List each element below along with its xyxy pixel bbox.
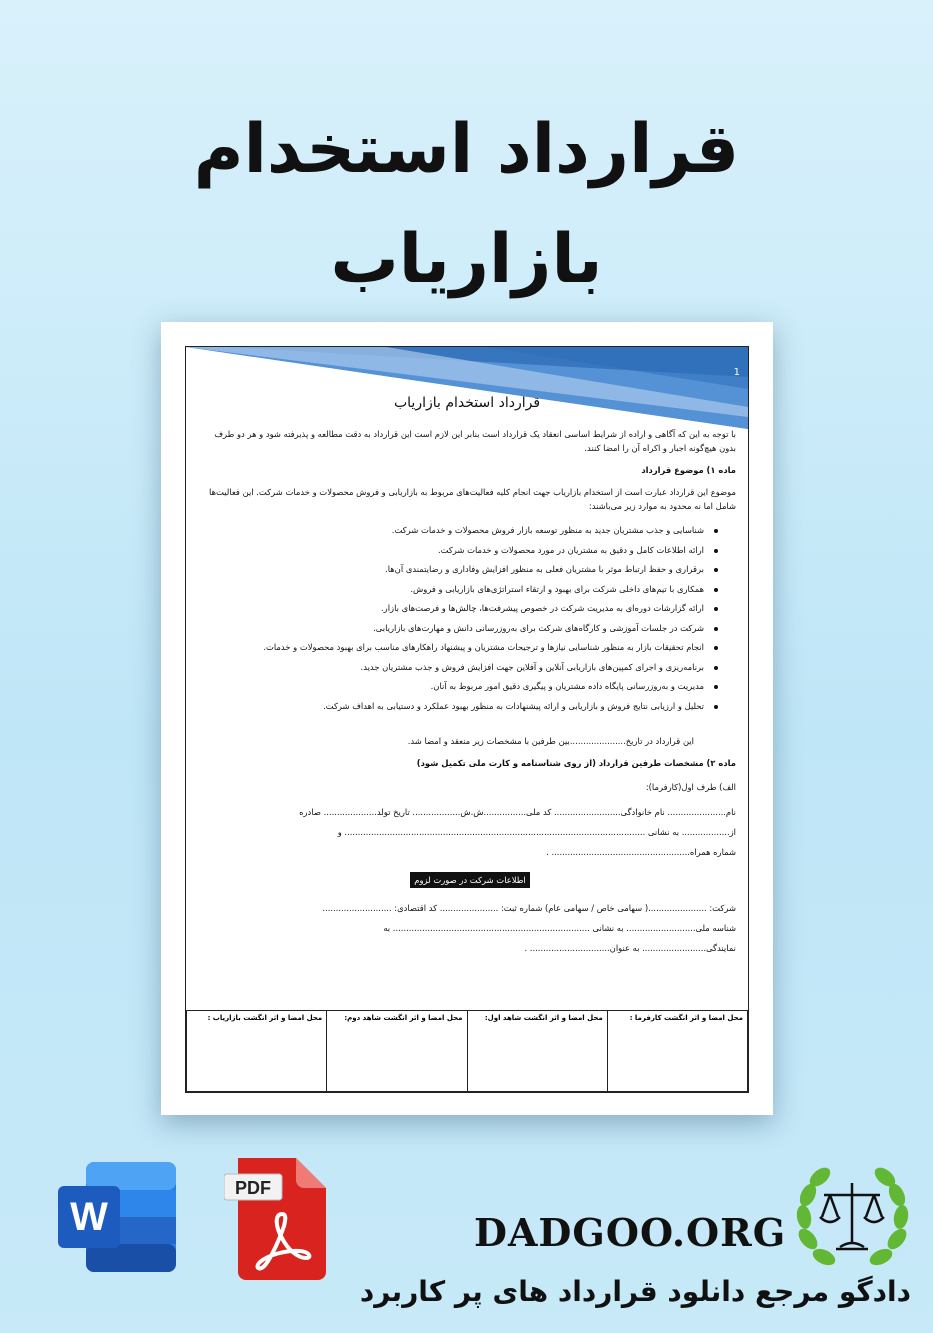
document-preview	[161, 322, 773, 1115]
tagline: دادگو مرجع دانلود قرارداد های پر کاربرد	[359, 1275, 911, 1308]
signature-cell-witness1: محل امضا و اثر انگشت شاهد اول:	[467, 1011, 607, 1092]
list-item: برنامه‌ریزی و اجرای کمپین‌های بازاریابی آنلاین و آفلاین جهت افزایش فروش و جذب مشتریان جدید.	[204, 658, 718, 678]
list-item: ارائه اطلاعات کامل و دقیق به مشتریان در مورد محصولات و خدمات شرکت.	[204, 541, 718, 561]
contract-date-line: این قرارداد در تاریخ.....................بین طرفین با مشخصات زیر منعقد و امضا شد.	[407, 736, 694, 746]
pdf-label: PDF	[235, 1178, 271, 1198]
list-item: مدیریت و به‌روزرسانی پایگاه داده مشتریان و پیگیری دقیق امور مربوط به آنان.	[204, 677, 718, 697]
cover-title-line2: بازاریاب	[330, 220, 603, 299]
company-line2: شناسه ملی.......................... به نشانی .......................................................................... به	[383, 923, 736, 933]
document-title: قرارداد استخدام بازاریاب	[393, 395, 541, 411]
list-item: ارائه گزارشات دوره‌ای به مدیریت شرکت در خصوص پیشرفت‌ها، چالش‌ها و فرصت‌های بازار.	[204, 599, 718, 619]
company-info-label: اطلاعات شرکت در صورت لزوم	[410, 872, 529, 888]
list-item: شرکت در جلسات آموزشی و کارگاه‌های شرکت برای به‌روزرسانی دانش و مهارت‌های بازاریابی.	[204, 619, 718, 639]
intro-paragraph: با توجه به این که آگاهی و اراده از شرایط اساسی انعقاد یک قرارداد است بنابر این لازم است این قرارداد به دقت مطالعه و پذیرفته شود و هر دو طرف بدون هیچ‌گونه اجبار و اکراه آن را امضا کنند.	[214, 429, 736, 453]
header-banner	[186, 347, 748, 429]
scales-of-justice-logo	[790, 1155, 915, 1275]
party-a-label: الف) طرف اول(کارفرما):	[645, 782, 736, 792]
list-item: انجام تحقیقات بازار به منظور شناسایی نیازها و ترجیحات مشتریان و پیشنهاد راهکارهای مناسب برای بهبود محصولات و خدمات.	[204, 638, 718, 658]
brand-name: DADGOO.ORG	[474, 1210, 787, 1255]
list-item: تحلیل و ارزیابی نتایج فروش و بازاریابی و ارائه پیشنهادات به منظور بهبود عملکرد و دستیابی به اهداف شرکت.	[204, 697, 718, 717]
list-item: همکاری با تیم‌های داخلی شرکت برای بهبود و ارتقاء استراتژی‌های بازاریابی و فروش.	[204, 580, 718, 600]
party-a-line3: شماره همراه.................................................... .	[546, 847, 736, 857]
company-line3: نمایندگی........................ به عنوان.............................. .	[524, 943, 736, 953]
duties-list	[204, 521, 718, 716]
section1-heading: ماده ۱) موضوع قرارداد	[641, 465, 736, 475]
list-item: برقراری و حفظ ارتباط موثر با مشتریان فعلی به منظور افزایش وفاداری و رضایتمندی آن‌ها.	[204, 560, 718, 580]
section1-text: موضوع این قرارداد عبارت است از استخدام بازاریاب جهت انجام کلیه فعالیت‌های مربوط به بازاریابی و فروش محصولات و خدمات شرکت. این فعالیت‌ها شامل اما نه محدود به موارد زیر می‌باشند:	[209, 487, 736, 511]
word-letter: W	[70, 1195, 108, 1239]
word-icon	[58, 1162, 178, 1272]
list-item: شناسایی و جذب مشتریان جدید به منظور توسعه بازار فروش محصولات و خدمات شرکت.	[204, 521, 718, 541]
pdf-icon	[224, 1158, 328, 1280]
signature-table	[186, 1010, 748, 1092]
document-frame	[185, 346, 749, 1093]
signature-cell-employer: محل امضا و اثر انگشت کارفرما :	[607, 1011, 747, 1092]
document-body	[204, 427, 736, 958]
signature-cell-witness2: محل امضا و اثر انگشت شاهد دوم:	[327, 1011, 467, 1092]
party-a-line1: نام...................... نام خانوادگی......................... کد ملی................ش.ش.................. تاریخ تولد.................... صادره	[299, 807, 736, 817]
cover-title-line1: قرارداد استخدام	[193, 110, 740, 189]
signature-cell-marketer: محل امضا و اثر انگشت بازاریاب :	[187, 1011, 327, 1092]
company-line1: شرکت: ......................( سهامی خاص / سهامی عام) شماره ثبت: ...................... کد اقتصادی: ..........................	[322, 903, 736, 913]
page-number: 1	[733, 367, 740, 378]
section2-heading: ماده ۲) مشخصات طرفین قرارداد (از روی شناسنامه و کارت ملی تکمیل شود)	[416, 758, 736, 768]
party-a-line2: از.................. به نشانی ................................................................................................................. و	[337, 827, 736, 837]
